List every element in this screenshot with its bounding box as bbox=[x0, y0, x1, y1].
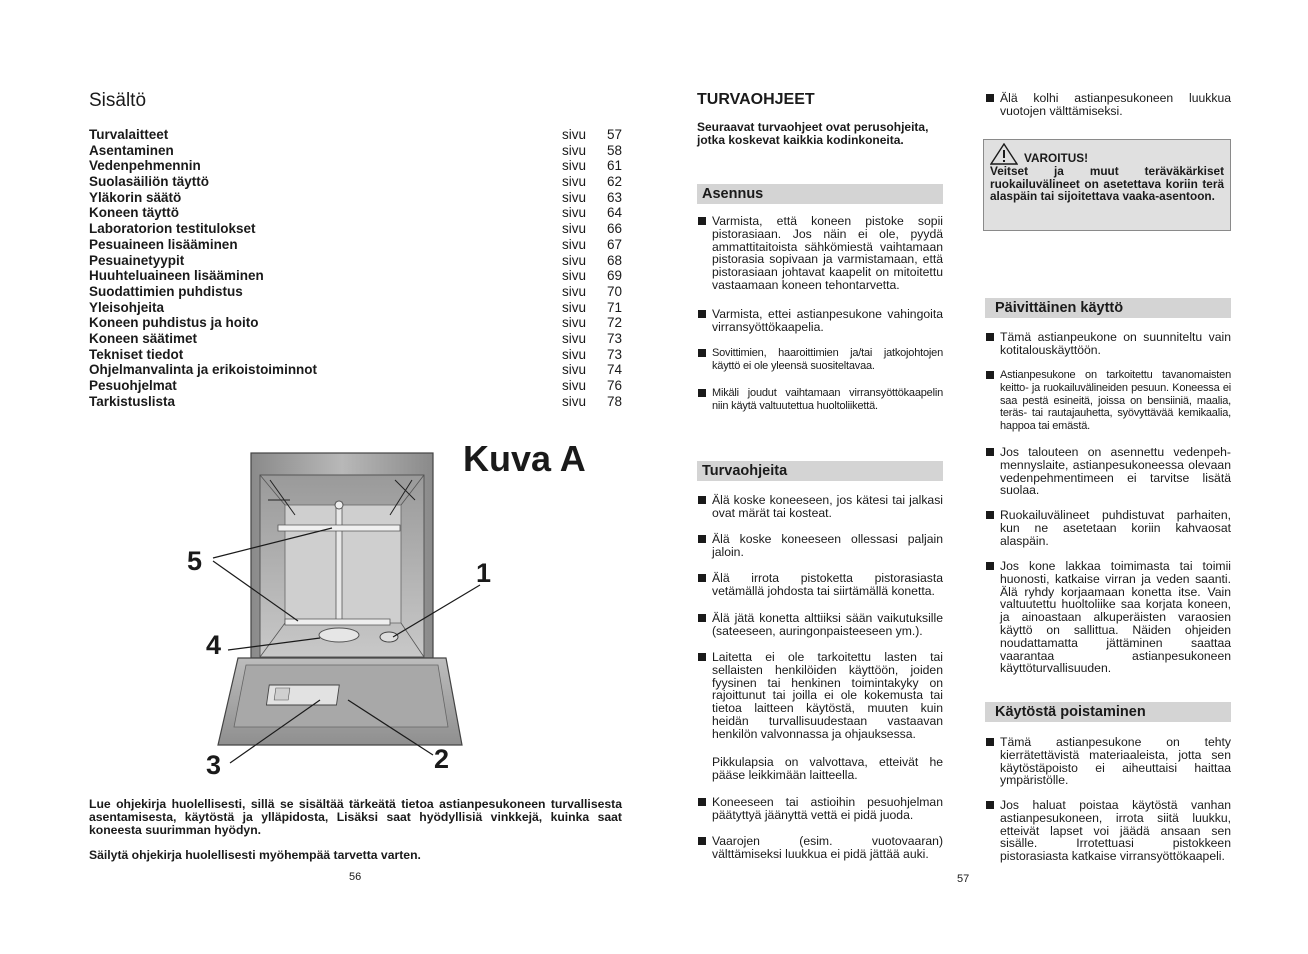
toc-page: 68 bbox=[606, 252, 622, 268]
bullet-icon bbox=[698, 837, 706, 845]
toc-label: Suolasäiliön täyttö bbox=[89, 174, 210, 190]
heading-turvaohjeet: TURVAOHJEET bbox=[697, 91, 815, 108]
list-item: Varmista, ettei astianpesukone vahingoita virransyöttökaapelia. bbox=[697, 308, 943, 334]
toc-page: 78 bbox=[606, 393, 622, 409]
list-item: Tämä astianpesukone on tehty kierrätettävistä materiaaleista, jotta sen käytöstäpoisto ei aiheuttaisi haittaa ympäristölle. bbox=[985, 736, 1231, 787]
toc-label: Suodattimien puhdistus bbox=[89, 283, 243, 299]
paragraph-children: Pikkulapsia on valvottava, etteivät he pääse leikkimään laitteella. bbox=[712, 755, 943, 782]
toc-page: 74 bbox=[606, 362, 622, 378]
list-item: Älä kolhi astianpesukoneen luukkua vuotojen välttämiseksi. bbox=[985, 92, 1231, 118]
warning-label: VAROITUS! bbox=[1024, 151, 1089, 166]
toc-sivu: sivu bbox=[562, 174, 587, 190]
toc-page: 58 bbox=[606, 142, 622, 158]
toc-page: 64 bbox=[606, 205, 622, 221]
warning-box bbox=[983, 139, 1231, 231]
list-item: Varmista, että koneen pistoke sopii pistorasiaan. Jos näin ei ole, pyydä ammattitaitoista sähkömiestä vaihtamaan pistorasia sopivaan ja varmistamaan, että pistorasiaan johtavat kaapelit on mitoitettu vastaamaan koneen tehontarvetta. bbox=[697, 215, 943, 292]
bullet-icon bbox=[698, 653, 706, 661]
toc-row bbox=[89, 347, 622, 363]
callout-4: 4 bbox=[206, 630, 222, 660]
toc-row bbox=[89, 174, 622, 190]
toc-row bbox=[89, 205, 622, 221]
toc-page: 76 bbox=[606, 378, 622, 393]
list-item: Koneeseen tai astioihin pesuohjelman päätyttyä jäänyttä vettä ei pidä juoda. bbox=[697, 796, 943, 822]
toc-row bbox=[89, 221, 622, 237]
toc-label: Koneen puhdistus ja hoito bbox=[89, 315, 259, 331]
toc-sivu: sivu bbox=[562, 189, 587, 205]
toc-sivu: sivu bbox=[562, 205, 587, 221]
section-kaytosta-poistaminen: Käytöstä poistaminen bbox=[985, 702, 1231, 722]
bullet-icon bbox=[986, 94, 994, 102]
bullet-icon bbox=[986, 562, 994, 570]
toc-label: Asentaminen bbox=[89, 142, 174, 158]
list-item: Sovittimien, haaroittimien ja/tai jatkojohtojen käyttö ei ole yleensä suositeltavaa. bbox=[697, 347, 943, 373]
list-item: Tämä astianpeukone on suunniteltu vain kotitalouskäyttöön. bbox=[985, 331, 1231, 357]
toc-page: 69 bbox=[606, 268, 622, 284]
toc-sivu: sivu bbox=[562, 142, 587, 158]
toc-sivu: sivu bbox=[562, 346, 587, 362]
intro-text: Seuraavat turvaohjeet ovat perusohjeita, jotka koskevat kaikkia kodinkoneita. bbox=[697, 120, 929, 147]
toc-title: Sisältö bbox=[89, 90, 147, 111]
page-number-left: 56 bbox=[349, 871, 362, 883]
toc-sivu: sivu bbox=[562, 299, 587, 315]
section-paivittainen-kaytto: Päivittäinen käyttö bbox=[985, 298, 1231, 318]
toc-sivu: sivu bbox=[562, 378, 587, 393]
list-item: Älä irrota pistoketta pistorasiasta vetämällä johdosta tai siirtämällä konetta. bbox=[697, 572, 943, 598]
list-item: Ruokailuvälineet puhdistuvat parhaiten, kun ne asetetaan koriin kahvaosat alaspäin. bbox=[985, 509, 1231, 547]
toc-row bbox=[89, 190, 622, 206]
toc-label: Turvalaitteet bbox=[89, 127, 169, 142]
page-number-right: 57 bbox=[957, 873, 970, 885]
toc-label: Huuhteluaineen lisääminen bbox=[89, 268, 264, 284]
table-of-contents bbox=[89, 127, 622, 409]
toc-label: Pesuainetyypit bbox=[89, 252, 185, 268]
toc-sivu: sivu bbox=[562, 362, 587, 378]
bullet-icon bbox=[986, 511, 994, 519]
toc-page: 71 bbox=[606, 299, 622, 315]
toc-row bbox=[89, 300, 622, 316]
toc-row bbox=[89, 253, 622, 269]
list-item: Laitetta ei ole tarkoitettu lasten tai sellaisten henkilöiden käyttöön, joiden fyysinen tai henkinen toimintakyky on rajoittunut tai joilla ei ole kokemusta tai tietoa laitteen käytöstä, muuten kuin heidän turvallisuudestaan vastaavan henkilön valvonnassa ja ohjauksessa. bbox=[697, 651, 943, 741]
toc-label: Pesuohjelmat bbox=[89, 378, 177, 393]
toc-row bbox=[89, 331, 622, 347]
toc-sivu: sivu bbox=[562, 283, 587, 299]
toc-row bbox=[89, 394, 622, 410]
callout-3: 3 bbox=[206, 750, 222, 780]
bullet-icon bbox=[698, 349, 706, 357]
toc-label: Yleisohjeita bbox=[89, 299, 165, 315]
bullet-icon bbox=[986, 448, 994, 456]
toc-row bbox=[89, 143, 622, 159]
toc-label: Ohjelmanvalinta ja erikoistoiminnot bbox=[89, 362, 318, 378]
list-item: Älä koske koneeseen, jos kätesi tai jalkasi ovat märät tai kosteat. bbox=[697, 494, 943, 520]
note-read-manual: Lue ohjekirja huolellisesti, sillä se sisältää tärkeätä tietoa astianpesukoneen turvallisesta asentamisesta, käytöstä ja ylläpidosta, Lisäksi saat hyödyllisiä vinkkejä, kuinka saat koneesta suurimman hyödyn. bbox=[89, 797, 622, 837]
bullet-icon bbox=[698, 614, 706, 622]
toc-sivu: sivu bbox=[562, 393, 587, 409]
toc-sivu: sivu bbox=[562, 252, 587, 268]
toc-label: Yläkorin säätö bbox=[89, 189, 182, 205]
toc-row bbox=[89, 158, 622, 174]
bullet-icon bbox=[698, 574, 706, 582]
list-item: Astianpesukone on tarkoitettu tavanomaisten keitto- ja ruokailuvälineiden pesuun. Koneessa ei saa pestä esineitä, joissa on bensiiniä, maalia, teräs- tai rautajauhetta, syövyttävää kemikaalia, happoa tai emästä. bbox=[985, 369, 1231, 433]
warning-triangle-icon bbox=[990, 143, 1018, 165]
bullet-icon bbox=[698, 496, 706, 504]
toc-sivu: sivu bbox=[562, 268, 587, 284]
toc-label: Pesuaineen lisääminen bbox=[89, 236, 238, 252]
toc-label: Tarkistuslista bbox=[89, 393, 176, 409]
bullet-icon bbox=[986, 371, 994, 379]
bullet-icon bbox=[698, 217, 706, 225]
toc-row bbox=[89, 268, 622, 284]
bullet-icon bbox=[698, 310, 706, 318]
toc-label: Laboratorion testitulokset bbox=[89, 221, 256, 237]
toc-row bbox=[89, 127, 622, 143]
toc-page: 72 bbox=[606, 315, 622, 331]
list-item: Jos kone lakkaa toimimasta tai toimii huonosti, katkaise virran ja veden saanti. Älä ryhdy korjaamaan konetta itse. Vain valtuutettu huoltoliike saa korjata koneen, ja ainoastaan alkuperäisten varaosien käyttö on sallittua. Näiden ohjeiden noudattamatta jättäminen saattaa vaarantaa astianpesukoneen käyttöturvallisuuden. bbox=[985, 560, 1231, 675]
toc-sivu: sivu bbox=[562, 158, 587, 174]
toc-label: Koneen säätimet bbox=[89, 330, 198, 346]
callout-5: 5 bbox=[187, 546, 203, 576]
toc-row bbox=[89, 362, 622, 378]
toc-page: 57 bbox=[606, 127, 622, 142]
toc-page: 70 bbox=[606, 283, 622, 299]
toc-page: 73 bbox=[606, 330, 622, 346]
figure-title: Kuva A bbox=[463, 438, 586, 479]
toc-label: Vedenpehmennin bbox=[89, 158, 201, 174]
toc-page: 61 bbox=[606, 158, 622, 174]
callout-1: 1 bbox=[476, 558, 492, 588]
section-asennus: Asennus bbox=[697, 184, 943, 204]
list-item: Jos talouteen on asennettu vedenpeh-mennyslaite, astianpesukoneessa olevaan vedenpehmentimeen ei tarvitse lisätä suolaa. bbox=[985, 446, 1231, 497]
bullet-icon bbox=[986, 801, 994, 809]
note-keep-manual: Säilytä ohjekirja huolellisesti myöhempää tarvetta varten. bbox=[89, 848, 421, 862]
dishwasher-illustration bbox=[150, 445, 500, 790]
bullet-icon bbox=[986, 333, 994, 341]
warning-text: Veitset ja muut teräväkärkiset ruokailuvälineet on asetettava koriin terä alaspäin tai sijoitettava vaaka-asentoon. bbox=[990, 164, 1224, 204]
toc-row bbox=[89, 237, 622, 253]
toc-page: 66 bbox=[606, 221, 622, 237]
callout-2: 2 bbox=[434, 744, 450, 774]
section-turvaohjeita: Turvaohjeita bbox=[697, 461, 943, 481]
list-item: Vaarojen (esim. vuotovaaran) välttämiseksi luukkua ei pidä jättää auki. bbox=[697, 835, 943, 861]
bullet-icon bbox=[698, 535, 706, 543]
toc-row bbox=[89, 378, 622, 394]
toc-sivu: sivu bbox=[562, 221, 587, 237]
toc-row bbox=[89, 284, 622, 300]
toc-label: Tekniset tiedot bbox=[89, 346, 184, 362]
toc-row bbox=[89, 315, 622, 331]
list-item: Jos haluat poistaa käytöstä vanhan astianpesukoneen, irrota siitä luukku, etteivät lapset voi jäädä ansaan sen sisälle. Irrotettuasi pistokkeen pistorasiasta katkaise virransyöttökaapeli. bbox=[985, 799, 1231, 863]
list-item: Älä jätä konetta alttiiksi sään vaikutuksille (sateeseen, auringonpaisteeseen ym.). bbox=[697, 612, 943, 638]
toc-page: 63 bbox=[606, 189, 622, 205]
bullet-icon bbox=[986, 738, 994, 746]
toc-sivu: sivu bbox=[562, 127, 587, 142]
list-item: Älä koske koneeseen ollessasi paljain jaloin. bbox=[697, 533, 943, 559]
toc-page: 67 bbox=[606, 236, 622, 252]
toc-sivu: sivu bbox=[562, 236, 587, 252]
toc-sivu: sivu bbox=[562, 330, 587, 346]
bullet-icon bbox=[698, 798, 706, 806]
toc-page: 73 bbox=[606, 346, 622, 362]
toc-sivu: sivu bbox=[562, 315, 587, 331]
toc-page: 62 bbox=[606, 174, 622, 190]
list-item: Mikäli joudut vaihtamaan virransyöttökaapelin niin käytä valtuutettua huoltoliikettä. bbox=[697, 387, 943, 413]
bullet-icon bbox=[698, 389, 706, 397]
toc-label: Koneen täyttö bbox=[89, 205, 180, 221]
